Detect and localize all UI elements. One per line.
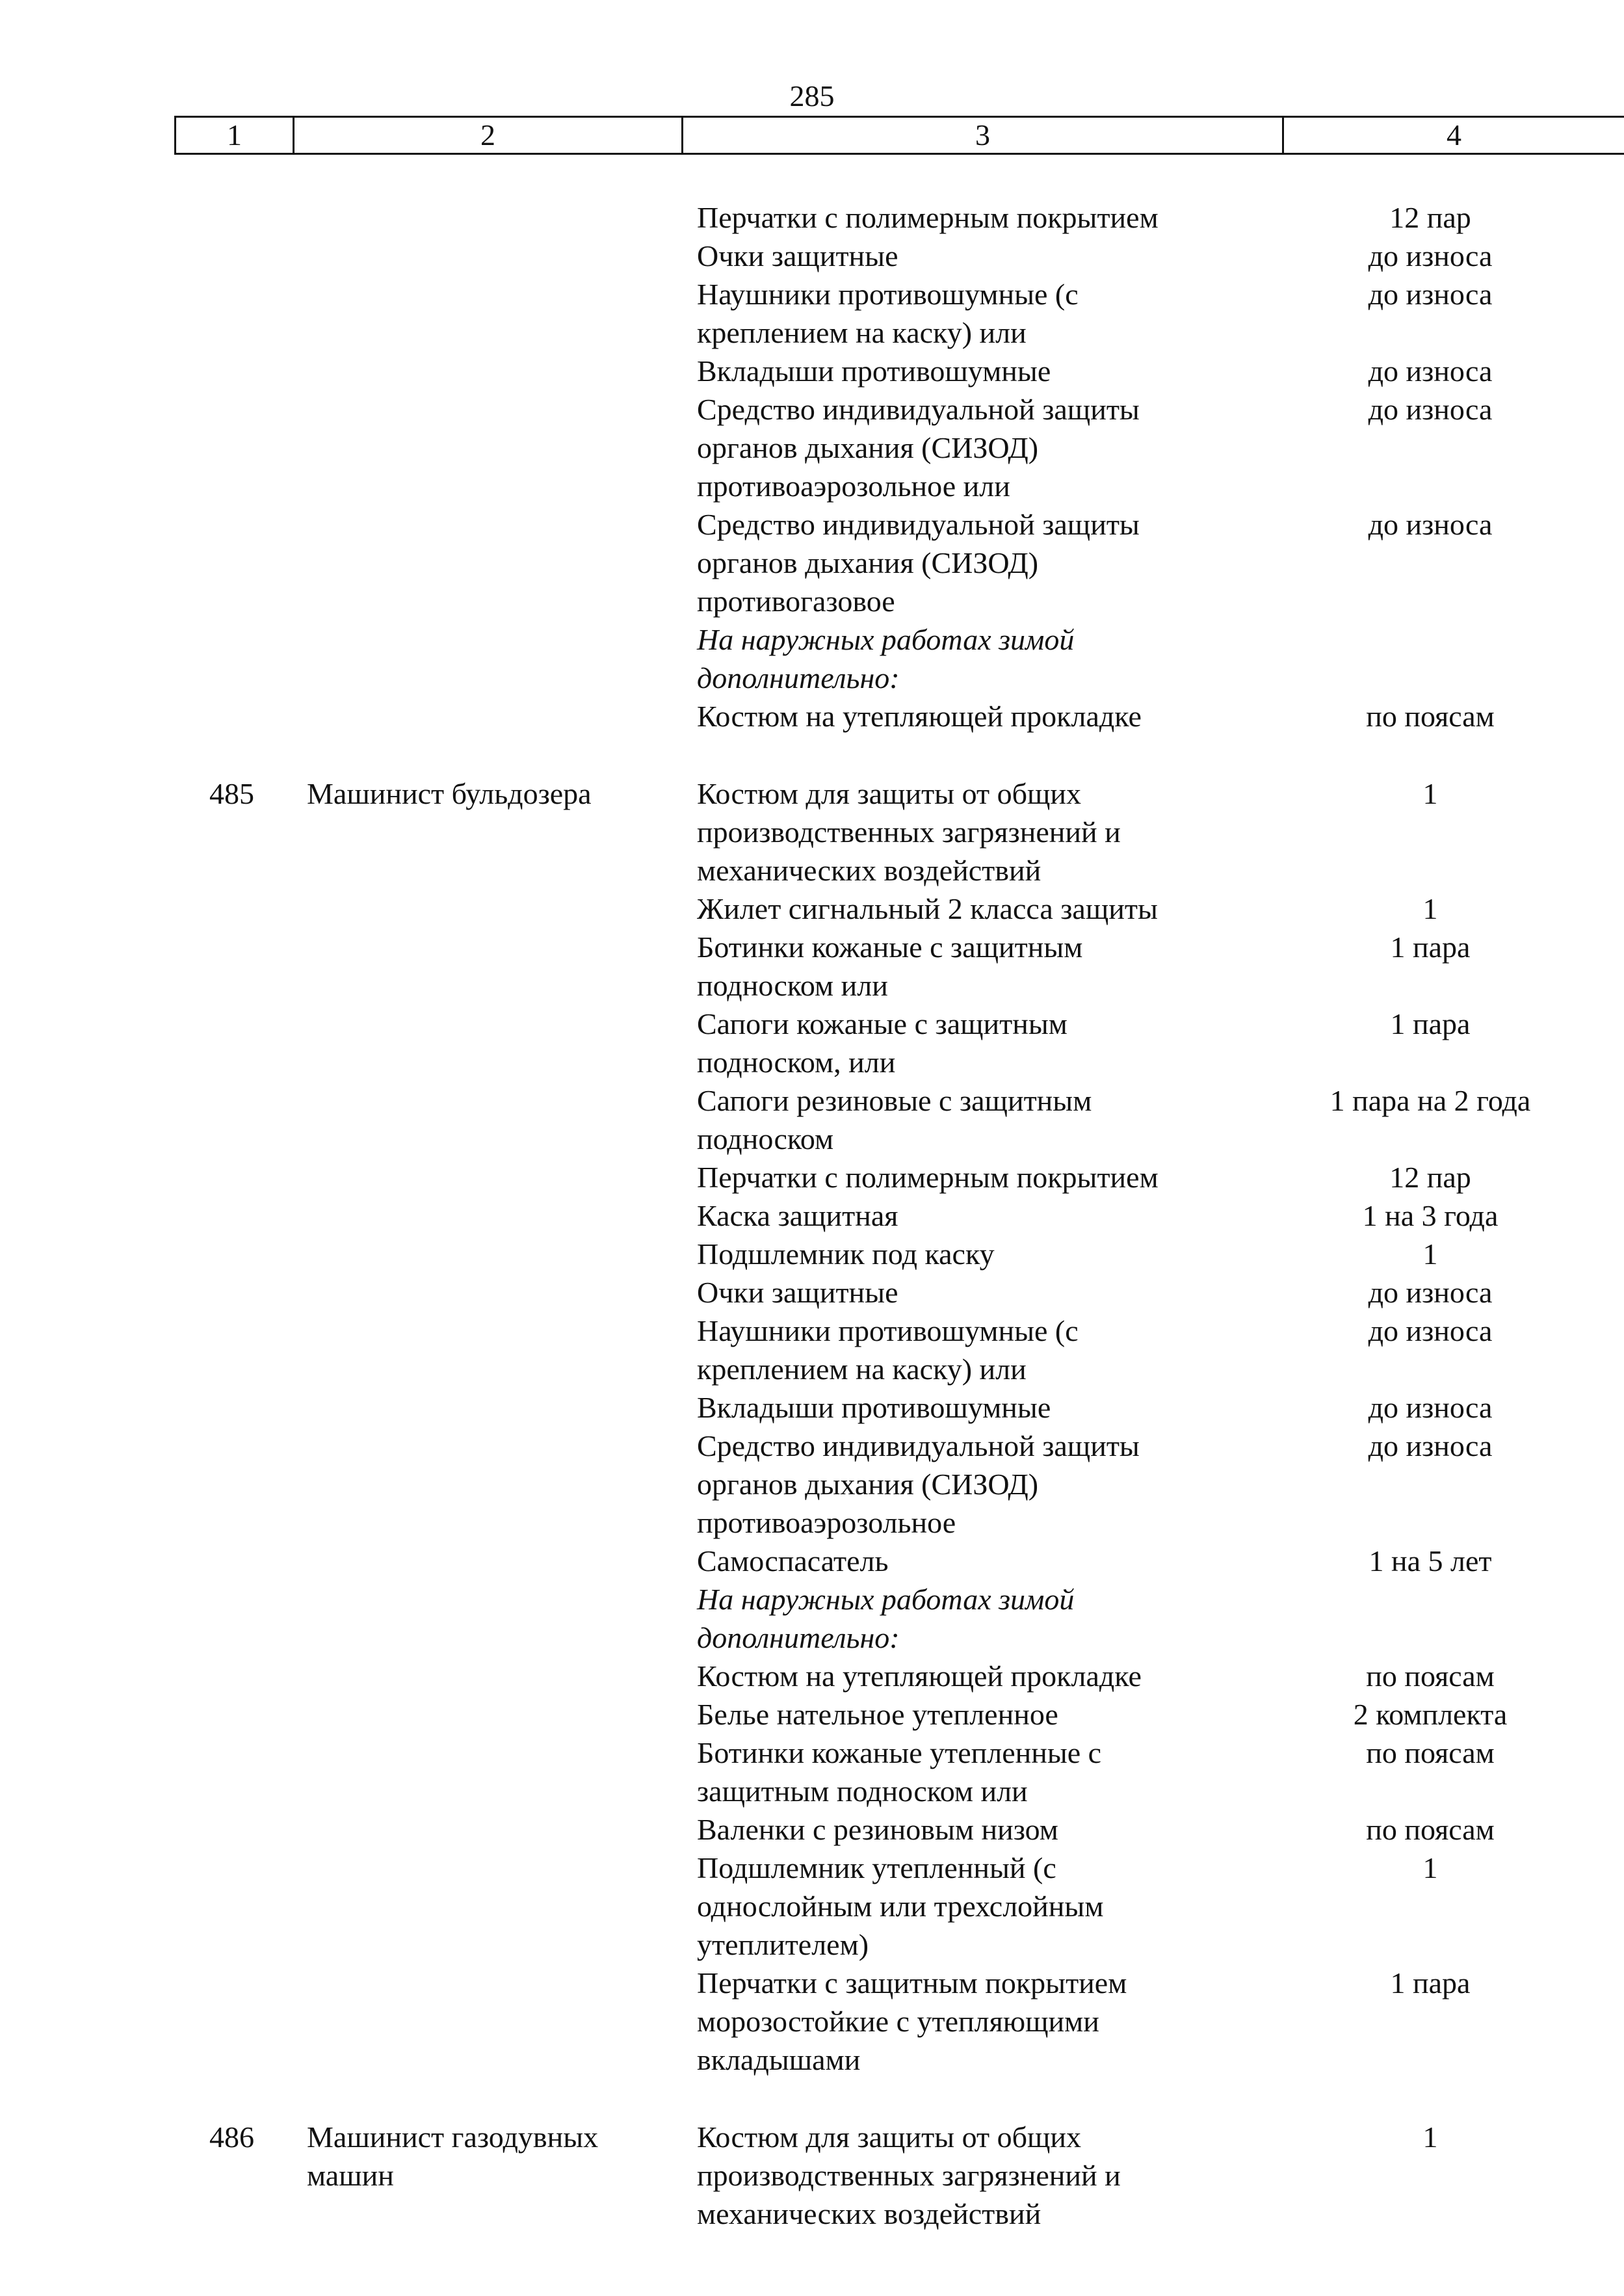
ppe-item: вкладышами xyxy=(697,2043,861,2076)
row-number: 486 xyxy=(209,2120,254,2154)
issue-norm: до износа xyxy=(1368,393,1493,426)
ppe-item: Средство индивидуальной защиты xyxy=(697,393,1140,426)
table-header xyxy=(174,116,1624,155)
ppe-item: креплением на каску) или xyxy=(697,1353,1027,1386)
ppe-item: Перчатки с полимерным покрытием xyxy=(697,1161,1159,1194)
ppe-item: Сапоги резиновые с защитным xyxy=(697,1084,1092,1117)
ppe-item: Наушники противошумные (с xyxy=(697,278,1079,311)
ppe-item: Средство индивидуальной защиты xyxy=(697,508,1140,541)
ppe-item: Очки защитные xyxy=(697,1276,898,1309)
profession-name: Машинист газодувных xyxy=(307,2120,599,2154)
issue-norm: 1 пара xyxy=(1390,930,1471,964)
ppe-item: Каска защитная xyxy=(697,1199,898,1232)
ppe-item: подноском, или xyxy=(697,1046,896,1079)
issue-norm: по поясам xyxy=(1366,1813,1495,1846)
issue-norm: 1 xyxy=(1422,1237,1438,1271)
profession-name: Машинист бульдозера xyxy=(307,777,592,810)
issue-norm: по поясам xyxy=(1366,700,1495,733)
ppe-item: механических воздействий xyxy=(697,854,1041,887)
ppe-item: Подшлемник утепленный (с xyxy=(697,1851,1056,1884)
ppe-item: подноском или xyxy=(697,969,888,1002)
section-note: На наружных работах зимой xyxy=(697,623,1075,656)
ppe-item: производственных загрязнений и xyxy=(697,2159,1121,2192)
ppe-item: Средство индивидуальной защиты xyxy=(697,1429,1140,1462)
issue-norm: 12 пар xyxy=(1389,201,1471,234)
header-col-3: 3 xyxy=(681,118,1282,153)
ppe-item: противогазовое xyxy=(697,585,895,618)
issue-norm: до износа xyxy=(1368,1276,1493,1309)
issue-norm: до износа xyxy=(1368,1391,1493,1424)
ppe-item: Вкладыши противошумные xyxy=(697,1391,1051,1424)
ppe-item: Костюм на утепляющей прокладке xyxy=(697,1659,1142,1693)
issue-norm: по поясам xyxy=(1366,1736,1495,1769)
ppe-item: противоаэрозольное xyxy=(697,1506,956,1539)
header-col-1: 1 xyxy=(174,118,293,153)
issue-norm: до износа xyxy=(1368,354,1493,388)
ppe-item: Ботинки кожаные с защитным xyxy=(697,930,1083,964)
issue-norm: 1 на 5 лет xyxy=(1369,1544,1492,1577)
ppe-item: Сапоги кожаные с защитным xyxy=(697,1007,1067,1040)
issue-norm: 1 пара на 2 года xyxy=(1329,1084,1531,1117)
profession-name: машин xyxy=(307,2159,394,2192)
issue-norm: до износа xyxy=(1368,1429,1493,1462)
row-number: 485 xyxy=(209,777,254,810)
table-row xyxy=(0,198,1624,735)
issue-norm: 2 комплекта xyxy=(1353,1698,1508,1731)
header-col-4: 4 xyxy=(1282,118,1624,153)
issue-norm: 1 xyxy=(1422,892,1438,925)
issue-norm: до износа xyxy=(1368,1314,1493,1347)
issue-norm: до износа xyxy=(1368,239,1493,272)
ppe-item: Вкладыши противошумные xyxy=(697,354,1051,388)
issue-norm: до износа xyxy=(1368,278,1493,311)
issue-norm: 1 пара xyxy=(1390,1966,1471,1999)
ppe-item: Костюм на утепляющей прокладке xyxy=(697,700,1142,733)
table-row xyxy=(0,2118,1624,2233)
issue-norm: по поясам xyxy=(1366,1659,1495,1693)
ppe-item: механических воздействий xyxy=(697,2197,1041,2230)
ppe-item: подноском xyxy=(697,1122,834,1155)
ppe-item: Жилет сигнальный 2 класса защиты xyxy=(697,892,1158,925)
ppe-item: Костюм для защиты от общих xyxy=(697,777,1082,810)
table-body xyxy=(0,198,1624,2233)
ppe-item: Очки защитные xyxy=(697,239,898,272)
ppe-item: утеплителем) xyxy=(697,1928,869,1961)
ppe-item: противоаэрозольное или xyxy=(697,469,1010,503)
issue-norm: 1 на 3 года xyxy=(1362,1199,1499,1232)
issue-norm: 1 xyxy=(1422,1851,1438,1884)
ppe-item: Подшлемник под каску xyxy=(697,1237,995,1271)
ppe-item: морозостойкие с утепляющими xyxy=(697,2005,1099,2038)
issue-norm: 12 пар xyxy=(1389,1161,1471,1194)
issue-norm: до износа xyxy=(1368,508,1493,541)
ppe-item: Белье нательное утепленное xyxy=(697,1698,1058,1731)
ppe-item: Самоспасатель xyxy=(697,1544,889,1577)
ppe-item: Перчатки с полимерным покрытием xyxy=(697,201,1159,234)
ppe-item: органов дыхания (СИЗОД) xyxy=(697,1468,1039,1501)
ppe-item: однослойным или трехслойным xyxy=(697,1890,1104,1923)
ppe-item: Костюм для защиты от общих xyxy=(697,2120,1082,2154)
header-col-2: 2 xyxy=(293,118,681,153)
ppe-item: органов дыхания (СИЗОД) xyxy=(697,546,1039,579)
ppe-item: креплением на каску) или xyxy=(697,316,1027,349)
issue-norm: 1 пара xyxy=(1390,1007,1471,1040)
section-note: дополнительно: xyxy=(697,1621,900,1654)
ppe-item: Ботинки кожаные утепленные с xyxy=(697,1736,1102,1769)
page-number: 285 xyxy=(789,79,835,112)
issue-norm: 1 xyxy=(1422,2120,1438,2154)
ppe-item: органов дыхания (СИЗОД) xyxy=(697,431,1039,464)
section-note: На наружных работах зимой xyxy=(697,1583,1075,1616)
section-note: дополнительно: xyxy=(697,661,900,694)
ppe-item: защитным подноском или xyxy=(697,1775,1028,1808)
ppe-item: Наушники противошумные (с xyxy=(697,1314,1079,1347)
ppe-item: производственных загрязнений и xyxy=(697,815,1121,849)
ppe-item: Перчатки с защитным покрытием xyxy=(697,1966,1127,1999)
issue-norm: 1 xyxy=(1422,777,1438,810)
table-row xyxy=(0,774,1624,2079)
ppe-item: Валенки с резиновым низом xyxy=(697,1813,1058,1846)
